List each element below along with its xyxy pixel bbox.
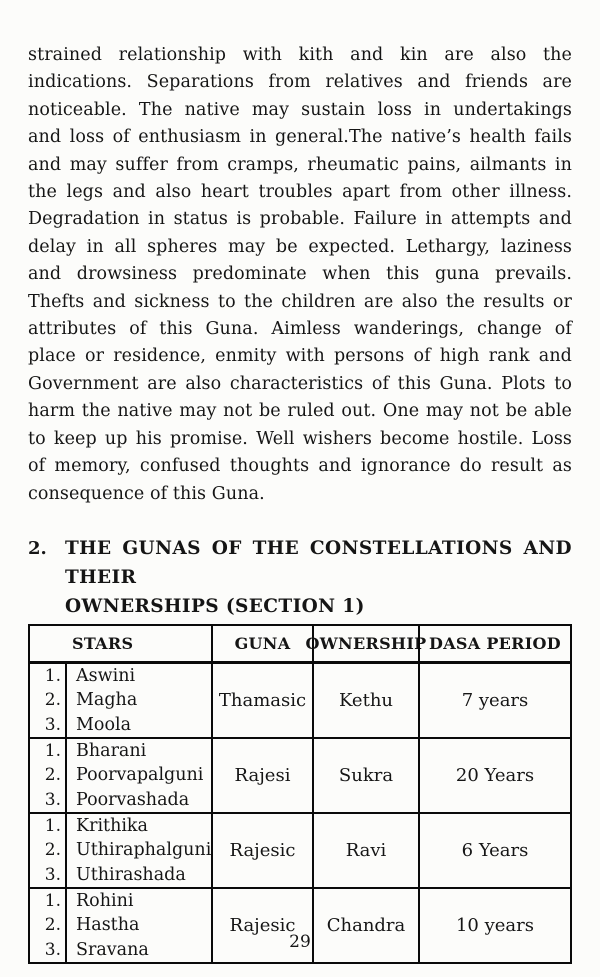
section-title-line2: OWNERSHIPS (SECTION 1) — [65, 595, 365, 617]
star-number: 2. — [44, 840, 61, 861]
ownership-value: Chandra — [326, 914, 406, 936]
dasa-period-cell — [418, 814, 570, 887]
star-number: 1. — [44, 740, 61, 761]
ownership-cell — [312, 664, 418, 737]
star-name: Moola — [76, 714, 132, 735]
paragraph-line: Degradation in status is probable. Failure in attempts and — [28, 209, 572, 230]
paragraph-line: delay in all spheres may be expected. Lethargy, laziness — [28, 236, 572, 257]
star-name: Poorvapalguni — [76, 765, 204, 786]
dasa-period-cell — [418, 664, 570, 737]
star-name: Magha — [76, 690, 138, 711]
star-name: Rohini — [76, 890, 134, 911]
table-header-row — [30, 626, 570, 662]
star-names — [67, 664, 137, 737]
paragraph-line: indications. Separations from relatives and friends are — [28, 72, 572, 93]
guna-value: Thamasic — [218, 689, 307, 711]
star-number: 2. — [44, 915, 61, 936]
star-name: Hastha — [76, 915, 140, 936]
star-number: 2. — [44, 765, 61, 786]
guna-value: Rajesic — [229, 914, 296, 936]
star-number: 1. — [44, 890, 61, 911]
star-number: 3. — [44, 714, 61, 735]
section-number: 2. — [28, 537, 47, 559]
guna-cell — [211, 739, 312, 812]
star-name: Poorvashada — [76, 789, 190, 810]
star-numbers — [30, 814, 67, 887]
dasa-period-value: 7 years — [461, 689, 529, 711]
star-name: Uthirashada — [76, 864, 186, 885]
section-title-line1: THE GUNAS OF THE CONSTELLATIONS AND THEIR — [65, 537, 572, 588]
dasa-period-cell — [418, 739, 570, 812]
star-names — [67, 739, 203, 812]
table-row — [30, 662, 570, 737]
guna-value: Rajesic — [229, 839, 296, 861]
ownership-value: Ravi — [345, 839, 387, 861]
star-number: 3. — [44, 939, 61, 960]
paragraph-line: the legs and also heart troubles apart from other illness. — [28, 182, 572, 203]
paragraph-line: place or residence, enmity with persons of high rank and — [28, 346, 572, 367]
gunas-table — [28, 624, 572, 964]
paragraph-line: and loss of enthusiasm in general.The native’s health fails — [28, 127, 572, 148]
star-number: 2. — [44, 690, 61, 711]
stars-cell — [30, 739, 211, 812]
guna-cell — [211, 814, 312, 887]
guna-cell — [211, 664, 312, 737]
star-numbers — [30, 664, 67, 737]
paragraph-line: consequence of this Guna. — [28, 483, 265, 504]
body-paragraph — [28, 42, 572, 508]
star-numbers — [30, 739, 67, 812]
section-heading — [28, 534, 572, 621]
paragraph-line: attributes of this Guna. Aimless wanderings, change of — [28, 319, 572, 340]
paragraph-line: noticeable. The native may sustain loss in undertakings — [28, 99, 572, 120]
star-number: 3. — [44, 864, 61, 885]
ownership-cell — [312, 739, 418, 812]
paragraph-line: and may suffer from cramps, rheumatic pains, ailmants in — [28, 154, 572, 175]
paragraph-line: harm the native may not be ruled out. One may not be able — [28, 401, 572, 422]
star-name: Krithika — [76, 815, 148, 836]
ownership-value: Kethu — [338, 689, 394, 711]
star-names — [67, 814, 211, 887]
table-row — [30, 737, 570, 812]
stars-cell — [30, 814, 211, 887]
paragraph-line: to keep up his promise. Well wishers become hostile. Loss — [28, 428, 572, 449]
star-number: 3. — [44, 789, 61, 810]
paragraph-line: strained relationship with kith and kin are also the — [28, 45, 572, 65]
dasa-period-value: 20 Years — [455, 764, 535, 786]
stars-cell — [30, 664, 211, 737]
paragraph-line: Thefts and sickness to the children are also the results or — [28, 291, 572, 312]
column-header-guna: GUNA — [211, 626, 312, 661]
column-header-dasa-period: DASA PERIOD — [418, 626, 570, 661]
page-content — [28, 42, 572, 964]
star-name: Bharani — [76, 740, 147, 761]
star-name: Sravana — [76, 939, 149, 960]
dasa-period-value: 10 years — [455, 914, 535, 936]
dasa-period-value: 6 Years — [461, 839, 529, 861]
star-number: 1. — [44, 815, 61, 836]
star-number: 1. — [44, 665, 61, 686]
star-name: Uthiraphalguni — [76, 840, 212, 861]
paragraph-line: of memory, confused thoughts and ignorance do result as — [28, 456, 572, 477]
ownership-cell — [312, 814, 418, 887]
column-header-stars: STARS — [72, 633, 134, 653]
ownership-value: Sukra — [338, 764, 394, 786]
star-name: Aswini — [76, 665, 136, 686]
paragraph-line: and drowsiness predominate when this guna prevails. — [28, 264, 572, 285]
table-row — [30, 812, 570, 887]
paragraph-line: Government are also characteristics of this Guna. Plots to — [28, 373, 572, 394]
column-header-ownership: OWNERSHIP — [312, 626, 418, 661]
guna-value: Rajesi — [234, 764, 291, 786]
section-title — [65, 534, 572, 621]
page-number: 29 — [289, 932, 311, 952]
